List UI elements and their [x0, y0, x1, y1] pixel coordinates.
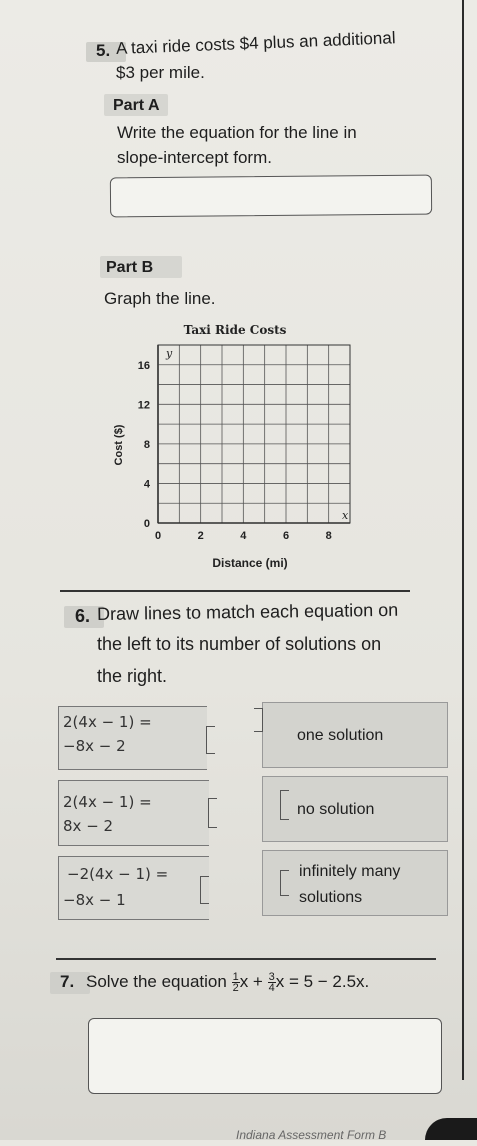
q6-text-line2: the left to its number of solutions on: [97, 634, 382, 654]
q7-number: 7.: [60, 972, 75, 991]
y-tick-label: 0: [143, 518, 150, 530]
section-divider: [56, 958, 436, 960]
q7-question: [86, 971, 369, 993]
equation-1-connector[interactable]: [206, 726, 215, 754]
y-tick-label: 4: [143, 478, 150, 491]
equation-1-line1: 2(4x − 1) =: [63, 713, 152, 731]
part-a-label: Part A: [113, 97, 160, 114]
y-tick-label: 8: [143, 438, 150, 451]
q5-number: 5.: [96, 41, 111, 60]
part-b-label: Part B: [106, 259, 154, 276]
solution-2-connector[interactable]: [280, 790, 289, 820]
equation-3-line1: −2(4x − 1) =: [67, 865, 169, 883]
solution-1-label: one solution: [297, 727, 384, 744]
solution-1-connector[interactable]: [254, 708, 263, 732]
y-tick-label: 16: [137, 359, 150, 372]
q6-text-line1: Draw lines to match each equation on: [96, 599, 399, 624]
q7-rest: x = 5 − 2.5x.: [275, 972, 370, 991]
x-tick-label: 6: [282, 530, 290, 542]
solution-3-label-line2: solutions: [299, 889, 363, 906]
q6-text-line3: the right.: [97, 666, 168, 686]
equation-2-line2: 8x − 2: [63, 817, 114, 835]
section-divider: [60, 590, 410, 592]
fraction-three-quarters: $\frac{3}{4}$: [268, 971, 275, 995]
equation-3-connector[interactable]: [200, 876, 209, 904]
part-b-instruction: Graph the line.: [104, 289, 216, 308]
y-tick-label: 12: [137, 399, 150, 412]
y-tick-labels: [138, 360, 151, 530]
y-axis-letter: y: [166, 347, 173, 360]
solution-option-3[interactable]: [262, 850, 448, 916]
part-a-line2: slope-intercept form.: [117, 148, 272, 167]
equation-option-3[interactable]: [58, 856, 209, 920]
equation-3-line2: −8x − 1: [63, 891, 126, 909]
x-axis-letter: x: [342, 509, 349, 522]
q7-term1: x +: [239, 972, 263, 991]
chart-title: Taxi Ride Costs: [183, 323, 287, 337]
solution-option-1[interactable]: [262, 702, 448, 768]
x-tick-label: 2: [197, 530, 204, 542]
q6-number: 6.: [75, 606, 91, 626]
x-tick-label: 8: [325, 530, 332, 542]
chart-grid: [158, 345, 350, 523]
part-a-line1: Write the equation for the line in: [117, 123, 357, 142]
page-border-line: [462, 0, 464, 1080]
equation-option-1[interactable]: [58, 706, 207, 770]
x-tick-label: 4: [240, 530, 247, 542]
q7-prefix: Solve the equation: [86, 972, 227, 991]
q5-text-line2: $3 per mile.: [116, 63, 205, 82]
x-tick-label: 0: [154, 530, 162, 542]
x-axis-label: Distance (mi): [212, 556, 288, 570]
footer-text: Indiana Assessment Form B: [236, 1128, 387, 1142]
x-tick-labels: [155, 530, 332, 542]
equation-option-2[interactable]: [58, 780, 209, 846]
q7-answer-box[interactable]: [88, 1018, 442, 1094]
solution-3-connector[interactable]: [280, 870, 289, 896]
solution-option-2[interactable]: [262, 776, 448, 842]
solution-2-label: no solution: [297, 801, 375, 818]
part-a-answer-box[interactable]: [110, 175, 432, 218]
y-axis-label: Cost ($): [113, 424, 125, 466]
taxi-cost-graph[interactable]: [100, 315, 370, 575]
equation-2-connector[interactable]: [208, 798, 217, 828]
solution-3-label-line1: infinitely many: [299, 863, 401, 880]
fraction-one-half: $\frac{1}{2}$: [232, 971, 239, 995]
equation-2-line1: 2(4x − 1) =: [63, 793, 152, 811]
q5-text-line1: A taxi ride costs $4 plus an additional: [115, 28, 396, 58]
equation-1-line2: −8x − 2: [63, 737, 126, 755]
